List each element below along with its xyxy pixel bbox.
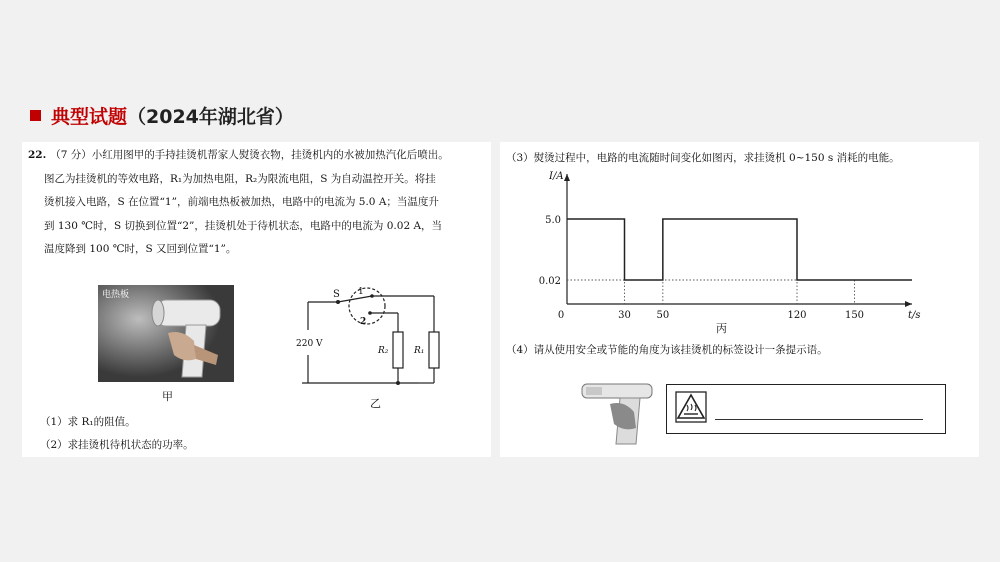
figure-b-caption: 乙 (370, 397, 381, 410)
x-tick-label-0: 0 (557, 310, 565, 321)
y-tick-label-0.02: 0.02 (538, 276, 561, 287)
y-tick-label-5.0: 5.0 (545, 215, 561, 226)
question-left-panel (22, 142, 491, 457)
switch-position-2: 2 (360, 317, 367, 327)
sub-question-4: （4）请从使用安全或节能的角度为该挂烫机的标签设计一条提示语。 (506, 344, 828, 356)
sub-question-1: （1）求 R₁的阻值。 (40, 416, 136, 428)
voltage-label: 220 V (296, 339, 323, 349)
label-design-area (580, 372, 950, 452)
steamer-label-icon (580, 374, 664, 450)
hot-surface-warning-icon (675, 391, 707, 423)
sub-question-2: （2）求挂烫机待机状态的功率。 (40, 439, 194, 451)
question-line-5: 温度降到 100 ℃时，S 又回到位置“1”。 (44, 243, 237, 255)
chart-caption: 丙 (716, 322, 727, 335)
answer-blank-line[interactable] (715, 419, 923, 420)
r2-label: R₂ (378, 346, 389, 356)
question-line-3: 烫机接入电路，S 在位置“1”，前端电热板被加热，电路中的电流为 5.0 A；当温度升 (44, 196, 439, 208)
x-axis-arrow-icon (905, 301, 912, 307)
circuit-diagram (292, 280, 452, 395)
figure-a-caption: 甲 (162, 390, 173, 403)
question-number: 22. (28, 149, 47, 161)
title-sub: （2024年湖北省） (127, 105, 294, 128)
x-tick-label-150: 150 (844, 310, 865, 321)
current-series-line (567, 219, 912, 280)
question-right-panel (500, 142, 979, 457)
question-line-2: 图乙为挂烫机的等效电路，R₁为加热电阻，R₂为限流电阻，S 为自动温控开关。将挂 (44, 172, 436, 185)
sub-question-3: （3）熨烫过程中，电路的电流随时间变化如图丙，求挂烫机 0~150 s 消耗的电能。 (506, 152, 900, 164)
x-axis-label: t/s (908, 310, 921, 321)
y-axis-label: I/A (549, 171, 564, 182)
question-line-1: （7 分）小红用图甲的手持挂烫机帮家人熨烫衣物，挂烫机内的水被加热汽化后喷出。 (50, 149, 449, 161)
switch-label: S (333, 289, 340, 300)
switch-position-1: 1 (358, 287, 364, 297)
heating-plate-label: 电热板 (102, 290, 130, 300)
x-tick-label-30: 30 (618, 310, 631, 321)
x-tick-label-120: 120 (787, 310, 807, 321)
steamer-photo (98, 285, 234, 382)
title-main: 典型试题 (51, 105, 128, 128)
question-line-4: 到 130 ℃时，S 切换到位置“2”，挂烫机处于待机状态，电路中的电流为 0.02 A，当 (44, 219, 443, 232)
x-tick-label-50: 50 (656, 310, 670, 321)
slide-title (30, 101, 294, 129)
title-marker-icon (30, 110, 41, 121)
y-axis-arrow-icon (564, 174, 570, 181)
r1-label: R₁ (414, 346, 425, 356)
label-box (666, 384, 946, 434)
current-time-chart (500, 142, 979, 342)
question-text (28, 144, 449, 262)
